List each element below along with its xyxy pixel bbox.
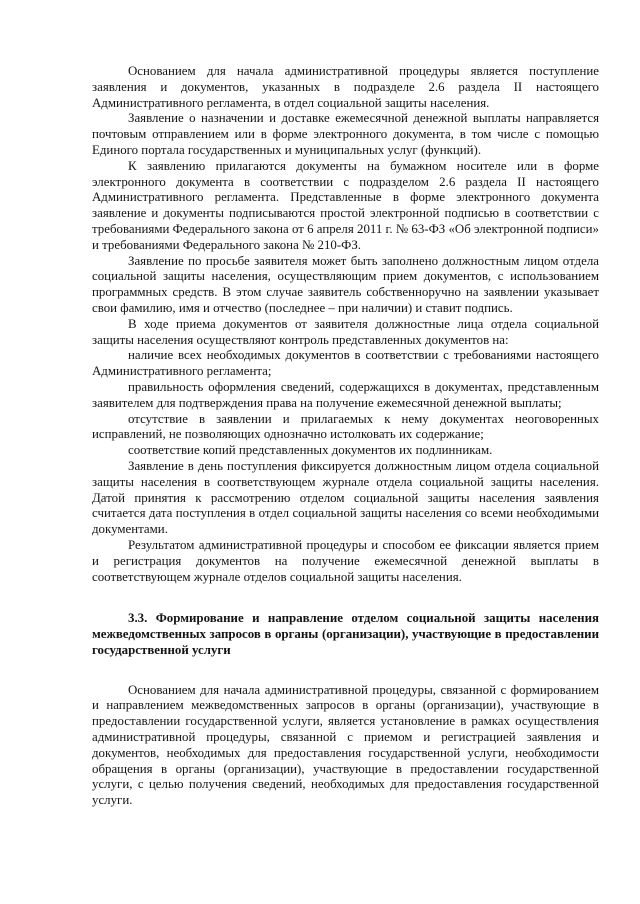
paragraph-delivery: Заявление о назначении и доставке ежемесячной денежной выплаты направляется почтовым отправлением или в форме электронного документа, в том числе с помощью Единого портала государственных и муниципальных услуг (функций). (92, 111, 599, 157)
section-heading: 3.3. Формирование и направление отделом социальной защиты населения межведомственных запросов в органы (организации), участвующие в предоставлении государственной услуги (92, 611, 599, 657)
paragraph-result: Результатом административной процедуры и способом ее фиксации является прием и регистрация документов на получение ежемесячной денежной выплаты в соответствующем журнале отделов социальной защиты населения. (92, 537, 599, 584)
paragraph-basis: Основанием для начала административной процедуры является поступление заявления и документов, указанных в подразделе 2.6 раздела II настоящего Административного регламента, в отдел социальной защиты населения. (92, 64, 599, 110)
paragraph-filling: Заявление по просьбе заявителя может быть заполнено должностным лицом отдела социальной защиты населения, осуществляющим прием документов, с использованием программных средств. В этом случае заявитель собственноручно на заявлении указывает свои фамилию, имя и отчество (последнее – при наличии) и ставит подпись. (92, 253, 599, 315)
paragraph-check-presence: наличие всех необходимых документов в соответствии с требованиями настоящего Административного регламента; (92, 348, 599, 379)
paragraph-check-correctness: правильность оформления сведений, содержащихся в документах, представленным заявителем для подтверждения права на получение ежемесячной денежной выплаты; (92, 379, 599, 410)
document-page (92, 64, 599, 809)
paragraph-check-copies: соответствие копий представленных документов их подлинникам. (128, 443, 493, 458)
paragraph-attachments: К заявлению прилагаются документы на бумажном носителе или в форме электронного документа в соответствии с подразделом 2.6 раздела II настоящего Административного регламента. Представленные в форме электронного документа заявление и документы подписываются простой электронной подписью в соответствии с требованиями Федерального закона от 6 апреля 2011 г. № 63-ФЗ «Об электронной подписи» и требованиями Федерального закона № 210-ФЗ. (92, 158, 599, 252)
paragraph-check-corrections: отсутствие в заявлении и прилагаемых к нему документах неоговоренных исправлений, не позволяющих однозначно истолковать их содержание; (92, 411, 599, 442)
paragraph-control: В ходе приема документов от заявителя должностные лица отдела социальной защиты населения осуществляют контроль представленных документов на: (92, 316, 599, 347)
paragraph-registration: Заявление в день поступления фиксируется должностным лицом отдела социальной защиты населения в соответствующем журнале отдела социальной защиты населения. Датой принятия к рассмотрению отделом социальной защиты населения заявления считается дата поступления в отдел социальной защиты населения со всеми необходимыми документами. (92, 458, 599, 537)
section-body: Основанием для начала административной процедуры, связанной с формированием и направлением межведомственных запросов в органы (организации), участвующие в предоставлении государственной услуги, является установление в рамках осуществления административной процедуры, связанной с приемом и регистрацией заявления и документов, необходимых для предоставления государственной услуги, необходимости обращения в органы (организации), участвующие в предоставлении государственной услуги, с целью получения сведений, необходимых для предоставления государственной услуги. (92, 682, 599, 808)
